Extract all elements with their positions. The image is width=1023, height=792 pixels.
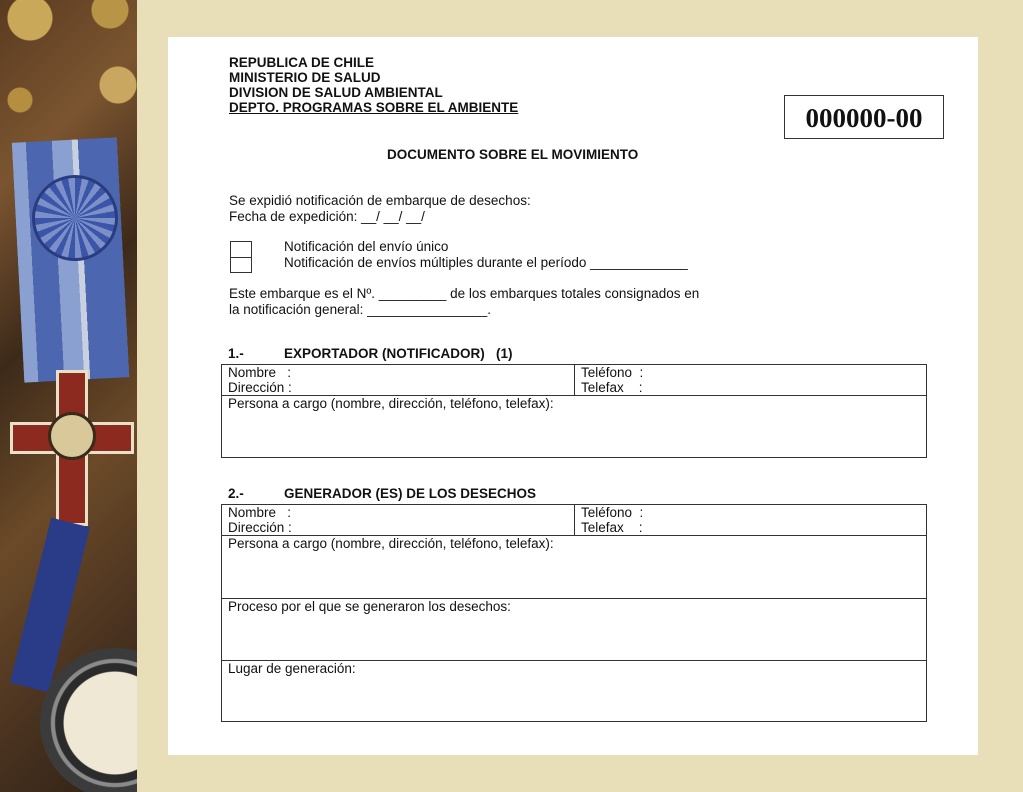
section-2-person-label: Persona a cargo (nombre, dirección, teléfono, telefax):: [228, 536, 554, 551]
section-1-fax-label: Telefax :: [581, 380, 643, 395]
section-2-process-field[interactable]: [222, 599, 926, 661]
issue-date-line: Fecha de expedición: __/ __/ __/: [229, 209, 425, 224]
section-2-location-label: Lugar de generación:: [228, 661, 356, 676]
section-2-heading: [228, 486, 536, 501]
section-1-heading: [228, 346, 513, 361]
section-1-address-label: Dirección :: [228, 380, 292, 395]
section-1-number: 1.-: [228, 346, 244, 361]
section-1-contact-row: [222, 365, 926, 396]
general-notification-line: la notificación general: ________________.: [229, 302, 491, 317]
section-2-contact-row: [222, 505, 926, 536]
section-2-name-address-cell[interactable]: [222, 505, 575, 535]
section-1-name-label: Nombre :: [228, 365, 292, 380]
section-1-form: [221, 364, 927, 458]
section-2-person-in-charge-field[interactable]: [222, 536, 926, 599]
section-2-form: [221, 504, 927, 722]
section-2-phone-label: Teléfono :: [581, 505, 644, 520]
section-1-title: EXPORTADOR (NOTIFICADOR) (1): [284, 346, 513, 361]
decorative-medal-strip: [0, 0, 137, 792]
section-1-phone-label: Teléfono :: [581, 365, 644, 380]
compass-icon: [40, 648, 137, 792]
section-2-location-field[interactable]: [222, 661, 926, 721]
ribbon-rosette: [32, 175, 118, 261]
single-shipment-label: Notificación del envío único: [284, 239, 449, 254]
section-2-number: 2.-: [228, 486, 244, 501]
document-number-box: 000000-00: [784, 95, 944, 139]
section-2-name-label: Nombre :: [228, 505, 292, 520]
document-page: [168, 37, 978, 755]
document-title: DOCUMENTO SOBRE EL MOVIMIENTO: [387, 147, 639, 162]
section-2-process-label: Proceso por el que se generaron los desechos:: [228, 599, 511, 614]
notice-line: Se expidió notificación de embarque de desechos:: [229, 193, 531, 208]
header-department: DEPTO. PROGRAMAS SOBRE EL AMBIENTE: [229, 100, 519, 115]
section-2-address-label: Dirección :: [228, 520, 292, 535]
medal-cross: [8, 360, 128, 520]
section-1-person-label: Persona a cargo (nombre, dirección, teléfono, telefax):: [228, 396, 554, 411]
section-1-name-address-cell[interactable]: [222, 365, 575, 395]
cross-center-medallion: [48, 412, 96, 460]
header-republic: REPUBLICA DE CHILE: [229, 55, 375, 70]
header-division: DIVISION DE SALUD AMBIENTAL: [229, 85, 443, 100]
checkbox-divider: [231, 257, 251, 258]
section-1-person-in-charge-field[interactable]: [222, 396, 926, 457]
shipment-number-line: Este embarque es el Nº. _________ de los embarques totales consignados en: [229, 286, 700, 301]
header-ministry: MINISTERIO DE SALUD: [229, 70, 381, 85]
multiple-shipments-label: Notificación de envíos múltiples durante el período _____________: [284, 255, 688, 270]
section-2-phone-fax-cell[interactable]: [575, 505, 926, 535]
notification-type-checkboxes[interactable]: [230, 241, 252, 273]
section-2-fax-label: Telefax :: [581, 520, 643, 535]
section-2-title: GENERADOR (ES) DE LOS DESECHOS: [284, 486, 537, 501]
section-1-phone-fax-cell[interactable]: [575, 365, 926, 395]
